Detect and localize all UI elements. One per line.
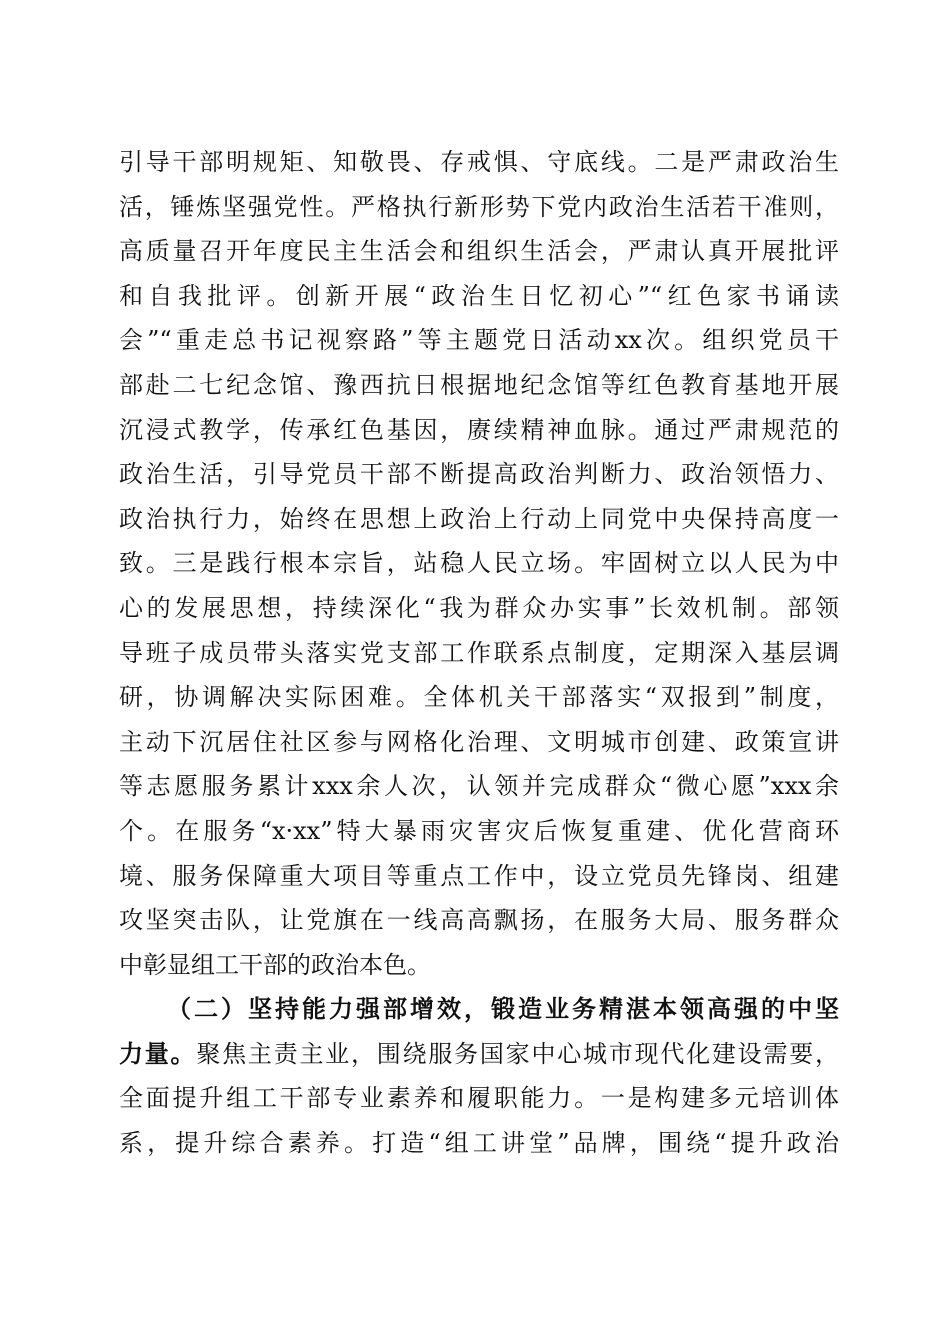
- text-line-mixed: [119, 1032, 839, 1077]
- text-line: 攻坚突击队，让党旗在一线高高飘扬，在服务大局、服务群众: [119, 906, 839, 935]
- text-line: 主动下沉居住社区参与网格化治理、文明城市创建、政策宣讲: [119, 727, 839, 756]
- text-line: 全面提升组工干部专业素养和履职能力。一是构建多元培训体: [119, 1084, 839, 1113]
- text-line: 政治生活，引导党员干部不断提高政治判断力、政治领悟力、: [119, 460, 839, 489]
- text-line: 系，提升综合素养。打造“组工讲堂”品牌，围绕“提升政治: [119, 1129, 839, 1158]
- text-line: 活，锤炼坚强党性。严格执行新形势下党内政治生活若干准则，: [119, 192, 839, 221]
- text-line: 部赴二七纪念馆、豫西抗日根据地纪念馆等红色教育基地开展: [119, 370, 839, 399]
- text-line: 引导干部明规矩、知敬畏、存戒惧、守底线。二是严肃政治生: [119, 148, 839, 176]
- document-body: [119, 140, 839, 1166]
- text-line: 高质量召开年度民主生活会和组织生活会，严肃认真开展批评: [119, 237, 839, 266]
- text-segment: 聚焦主责主业，围绕服务国家中心城市现代化建设需要，: [196, 1039, 840, 1068]
- text-line: 研，协调解决实际困难。全体机关干部落实“双报到”制度，: [119, 683, 839, 712]
- text-line: 等志愿服务累计xxx余人次，认领并完成群众“微心愿”xxx余: [119, 772, 839, 801]
- text-line: 境、服务保障重大项目等重点工作中，设立党员先锋岗、组建: [119, 861, 839, 890]
- text-line: 致。三是践行根本宗旨，站稳人民立场。牢固树立以人民为中: [119, 549, 839, 578]
- text-line: 个。在服务“x·xx”特大暴雨灾害灾后恢复重建、优化营商环: [119, 816, 839, 845]
- text-line: 心的发展思想，持续深化“我为群众办实事”长效机制。部领: [119, 593, 839, 622]
- section-heading-tail: 力量。: [119, 1038, 197, 1068]
- section-heading: （二）坚持能力强部增效，锻造业务精湛本领高强的中坚: [167, 994, 839, 1024]
- text-line: 会”“重走总书记视察路”等主题党日活动xx次。组织党员干: [119, 326, 839, 355]
- text-line: 中彰显组工干部的政治本色。: [119, 950, 431, 979]
- text-line: 沉浸式教学，传承红色基因，赓续精神血脉。通过严肃规范的: [119, 415, 839, 444]
- text-line: 导班子成员带头落实党支部工作联系点制度，定期深入基层调: [119, 638, 839, 667]
- text-line: 政治执行力，始终在思想上政治上行动上同党中央保持高度一: [119, 504, 839, 533]
- text-line: 和自我批评。创新开展“政治生日忆初心”“红色家书诵读: [119, 281, 839, 310]
